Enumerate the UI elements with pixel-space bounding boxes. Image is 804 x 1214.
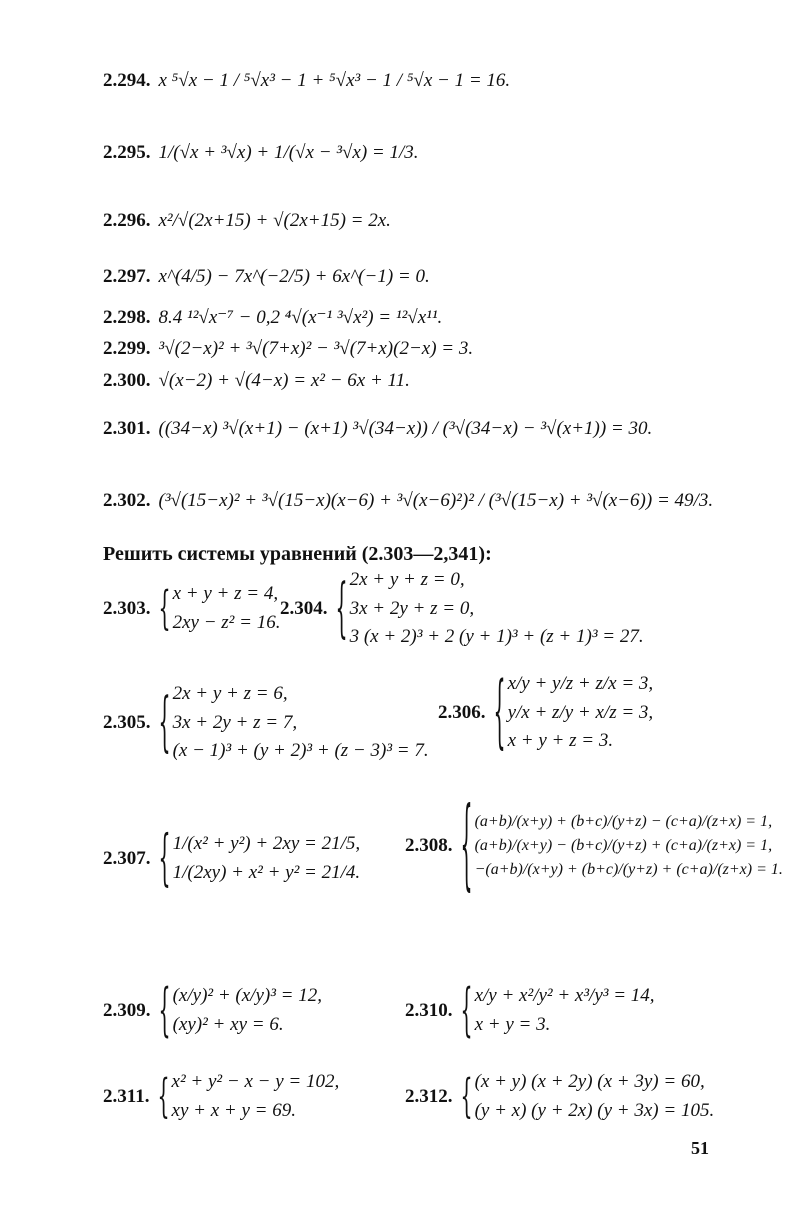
left-brace: { bbox=[335, 571, 348, 647]
equation: 3x + 2y + z = 7, bbox=[172, 711, 298, 733]
problem-2-301 bbox=[103, 418, 652, 440]
equation: y/x + z/y + x/z = 3, bbox=[507, 701, 654, 723]
equation: x + y + z = 4, bbox=[172, 583, 279, 604]
equation: x²/√(2x+15) + √(2x+15) = 2x. bbox=[158, 210, 391, 231]
equation: (xy)² + xy = 6. bbox=[172, 1013, 284, 1035]
equation: 1/(x² + y²) + 2xy = 21/5, bbox=[172, 833, 361, 854]
equation: xy + x + y = 69. bbox=[171, 1099, 296, 1121]
equation: 1/(2xy) + x² + y² = 21/4. bbox=[172, 861, 361, 883]
problem-2-296 bbox=[103, 210, 391, 232]
equation: −(a+b)/(x+y) + (b+c)/(y+z) + (c+a)/(z+x) = 1. bbox=[474, 861, 783, 878]
problem-number: 2.306. bbox=[438, 701, 486, 723]
problem-number: 2.298. bbox=[103, 306, 151, 328]
problem-2-302 bbox=[103, 490, 713, 512]
equation-system bbox=[158, 823, 361, 894]
system-2-304 bbox=[280, 566, 644, 652]
equation-system bbox=[461, 1068, 715, 1125]
equation-system bbox=[460, 788, 783, 904]
problem-2-299 bbox=[103, 338, 473, 360]
equation-system bbox=[157, 1068, 339, 1125]
equation: (x − 1)³ + (y + 2)³ + (z − 3)³ = 7. bbox=[172, 740, 429, 761]
equation: (a+b)/(x+y) + (b+c)/(y+z) − (c+a)/(z+x) = 1, bbox=[474, 813, 773, 830]
equation: 3 (x + 2)³ + 2 (y + 1)³ + (z + 1)³ = 27. bbox=[349, 626, 644, 647]
problem-2-300 bbox=[103, 370, 410, 392]
problem-number: 2.307. bbox=[103, 847, 151, 869]
system-2-303 bbox=[103, 580, 280, 637]
equation: x^(4/5) − 7x^(−2/5) + 6x^(−1) = 0. bbox=[158, 266, 430, 287]
problem-number: 2.294. bbox=[103, 70, 151, 91]
system-2-306 bbox=[438, 666, 654, 759]
problem-number: 2.297. bbox=[103, 266, 151, 287]
problem-number: 2.310. bbox=[405, 999, 453, 1021]
left-brace: { bbox=[460, 788, 473, 904]
left-brace: { bbox=[158, 582, 171, 635]
equation: x/y + y/z + z/x = 3, bbox=[507, 673, 654, 694]
equation: x ⁵√x − 1 / ⁵√x³ − 1 + ⁵√x³ − 1 / ⁵√x − 1 = 16. bbox=[158, 70, 511, 91]
problem-number: 2.309. bbox=[103, 999, 151, 1021]
equation-system bbox=[336, 566, 644, 652]
equation: (x/y)² + (x/y)³ = 12, bbox=[172, 985, 322, 1006]
equation: (y + x) (y + 2x) (y + 3x) = 105. bbox=[474, 1099, 715, 1121]
problem-number: 2.308. bbox=[405, 835, 453, 856]
equation-system bbox=[158, 977, 322, 1044]
system-2-307 bbox=[103, 823, 361, 894]
left-brace: { bbox=[157, 1070, 170, 1123]
system-2-309 bbox=[103, 977, 322, 1044]
problem-number: 2.312. bbox=[405, 1085, 453, 1107]
left-brace: { bbox=[158, 823, 171, 894]
equation: x/y + x²/y² + x³/y³ = 14, bbox=[474, 985, 655, 1006]
equation-system bbox=[159, 580, 281, 637]
problem-2-295 bbox=[103, 142, 419, 164]
equation: 1/(√x + ³√x) + 1/(√x − ³√x) = 1/3. bbox=[158, 142, 419, 163]
problem-number: 2.304. bbox=[280, 597, 328, 619]
equation: 8.4 ¹²√x⁻⁷ − 0,2 ⁴√(x⁻¹ ³√x²) = ¹²√x¹¹. bbox=[158, 307, 443, 328]
equation: (³√(15−x)² + ³√(15−x)(x−6) + ³√(x−6)²)² / (³√(15−x) + ³√(x−6)) = 49/3. bbox=[158, 490, 714, 511]
system-2-310 bbox=[405, 977, 655, 1044]
equation: 2xy − z² = 16. bbox=[172, 611, 281, 633]
equation-system bbox=[460, 977, 655, 1044]
equation: x + y + z = 3. bbox=[507, 730, 614, 751]
problem-number: 2.301. bbox=[103, 418, 151, 439]
problem-2-297 bbox=[103, 266, 430, 288]
left-brace: { bbox=[493, 666, 506, 759]
equation: √(x−2) + √(4−x) = x² − 6x + 11. bbox=[158, 370, 410, 391]
left-brace: { bbox=[460, 977, 473, 1044]
problem-number: 2.302. bbox=[103, 490, 151, 511]
equation: 2x + y + z = 6, bbox=[172, 683, 288, 704]
equation: (x + y) (x + 2y) (x + 3y) = 60, bbox=[474, 1071, 705, 1092]
equation: x + y = 3. bbox=[474, 1013, 551, 1035]
problem-number: 2.303. bbox=[103, 597, 151, 619]
system-2-311 bbox=[103, 1068, 339, 1125]
problem-number: 2.296. bbox=[103, 210, 151, 231]
equation: (a+b)/(x+y) − (b+c)/(y+z) + (c+a)/(z+x) = 1, bbox=[474, 837, 773, 854]
problem-number: 2.311. bbox=[103, 1085, 150, 1107]
equation: ³√(2−x)² + ³√(7+x)² − ³√(7+x)(2−x) = 3. bbox=[158, 338, 474, 359]
problem-2-298 bbox=[103, 306, 442, 329]
problem-number: 2.295. bbox=[103, 142, 151, 163]
equation: 3x + 2y + z = 0, bbox=[349, 597, 475, 619]
equation: x² + y² − x − y = 102, bbox=[171, 1071, 340, 1092]
section-heading: Решить системы уравнений (2.303—2,341): bbox=[103, 543, 492, 565]
system-2-308 bbox=[405, 788, 783, 904]
problem-number: 2.305. bbox=[103, 711, 151, 733]
left-brace: { bbox=[158, 685, 171, 761]
system-2-305 bbox=[103, 680, 429, 766]
left-brace: { bbox=[460, 1070, 473, 1123]
left-brace: { bbox=[158, 977, 171, 1044]
problem-2-294 bbox=[103, 70, 510, 92]
equation-system bbox=[493, 666, 654, 759]
equation: 2x + y + z = 0, bbox=[349, 569, 465, 590]
equation-system bbox=[159, 680, 429, 766]
problem-number: 2.300. bbox=[103, 370, 151, 391]
page-number: 51 bbox=[691, 1138, 709, 1158]
equation: ((34−x) ³√(x+1) − (x+1) ³√(34−x)) / (³√(34−x) − ³√(x+1)) = 30. bbox=[158, 418, 653, 439]
problem-number: 2.299. bbox=[103, 338, 151, 359]
system-2-312 bbox=[405, 1068, 714, 1125]
